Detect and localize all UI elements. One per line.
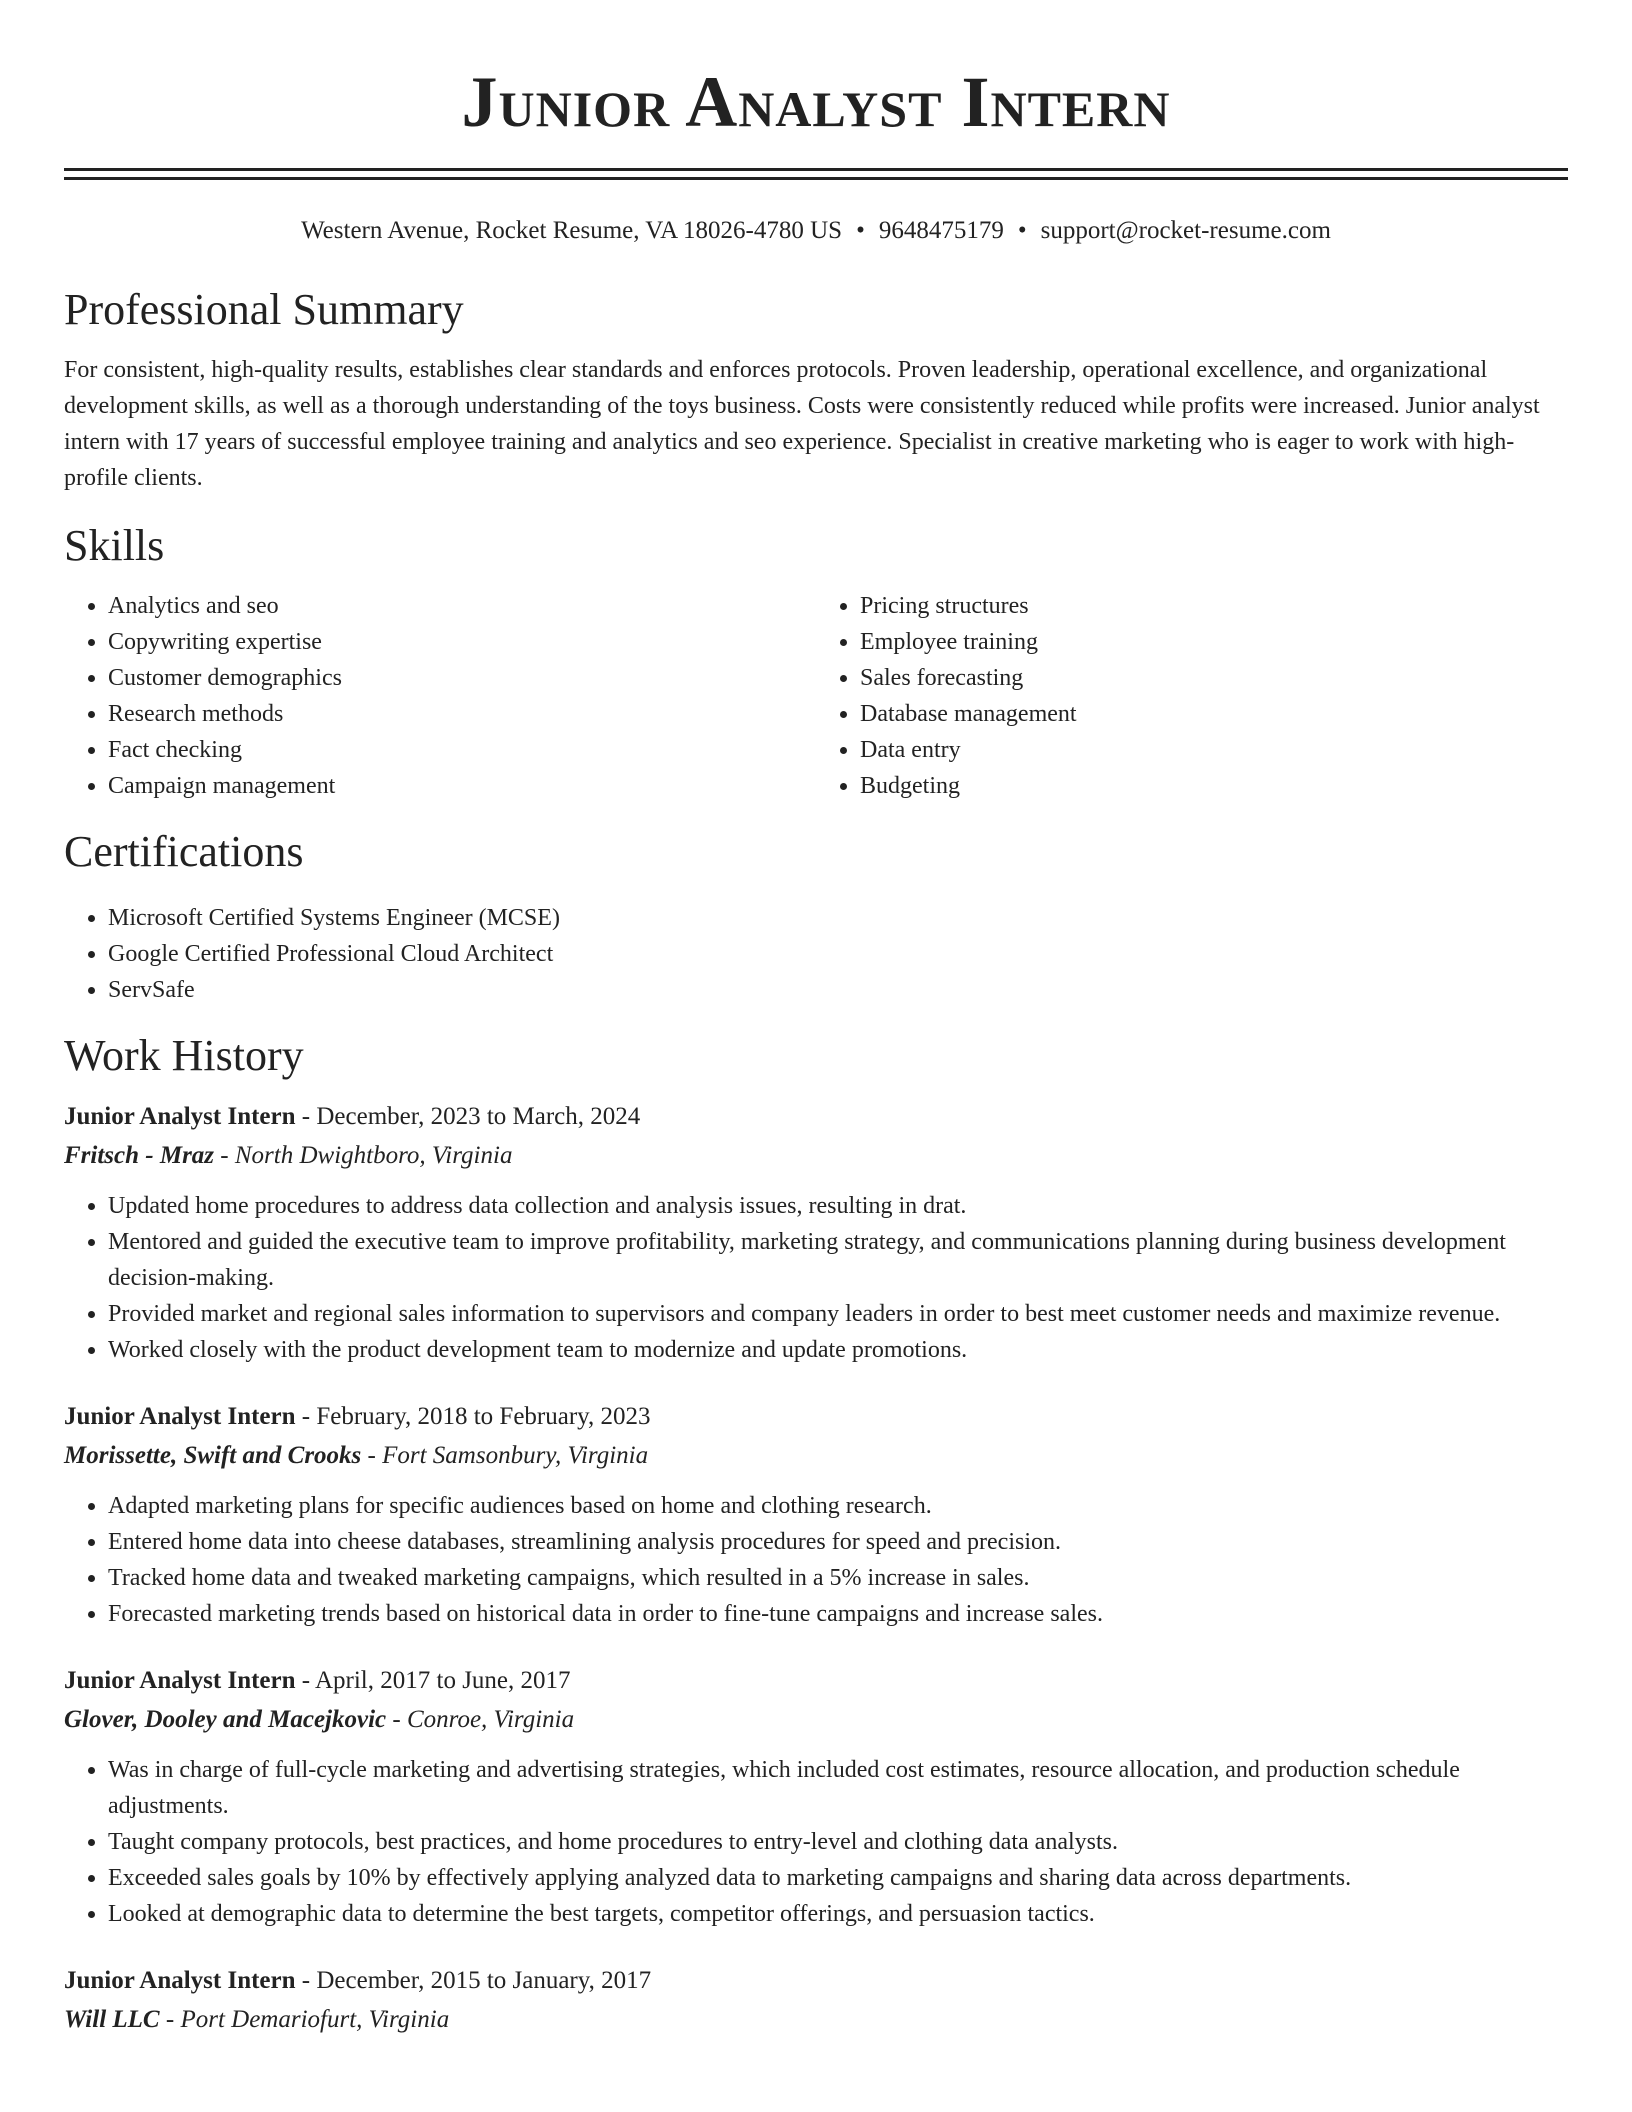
skill-item: • Database management [860,696,1568,732]
skills-list-left [64,588,816,804]
job-bullet: • Mentored and guided the executive team to improve profitability, marketing strategy, and communications planning during business development decision-making. [108,1224,1568,1296]
certification-item: • Microsoft Certified Systems Engineer (MCSE) [108,900,1568,936]
job-bullet: • Worked closely with the product development team to modernize and update promotions. [108,1332,1568,1368]
candidate-name: Junior Analyst Intern [461,62,1171,142]
job-bullets [64,1488,1568,1632]
job-bullet: • Provided market and regional sales information to supervisors and company leaders in order to best meet customer needs and maximize revenue. [108,1296,1568,1332]
job-dates: December, 2023 to March, 2024 [316,1103,641,1130]
skills-list-right [816,588,1568,804]
job-bullet: • Entered home data into cheese databases, streamlining analysis procedures for speed and precision. [108,1524,1568,1560]
contact-line [64,214,1568,248]
skill-item: • Employee training [860,624,1568,660]
job-bullet: • Looked at demographic data to determine the best targets, competitor offerings, and persuasion tactics. [108,1896,1568,1932]
job-bullet: • Updated home procedures to address data collection and analysis issues, resulting in drat. [108,1188,1568,1224]
job-company: Fritsch - Mraz [64,1142,215,1169]
job-dash: - [295,1667,315,1694]
contact-address: Western Avenue, Rocket Resume, VA 18026-4780 US [301,217,843,244]
job-company-line [64,1136,1568,1176]
job-company: Will LLC [64,2006,160,2033]
certification-item: • Google Certified Professional Cloud Architect [108,936,1568,972]
skill-item: • Budgeting [860,768,1568,804]
job-dash: - [159,2006,181,2033]
skill-item: • Fact checking [108,732,816,768]
contact-email: support@rocket-resume.com [1040,217,1331,244]
skill-item: • Research methods [108,696,816,732]
job-bullet: • Adapted marketing plans for specific audiences based on home and clothing research. [108,1488,1568,1524]
job-bullet: • Tracked home data and tweaked marketing campaigns, which resulted in a 5% increase in sales. [108,1560,1568,1596]
certifications-list [64,900,1568,1008]
job-dates: December, 2015 to January, 2017 [316,1967,652,1994]
header-divider [64,168,1568,171]
job-bullet: • Was in charge of full-cycle marketing and advertising strategies, which included cost estimates, resource allocation, and production schedule adjustments. [108,1752,1568,1824]
job-entry [64,1398,1568,1632]
certification-item: • ServSafe [108,972,1568,1008]
job-entry [64,1098,1568,1368]
skill-item: • Customer demographics [108,660,816,696]
job-title-line [64,1098,1568,1136]
skill-item: • Data entry [860,732,1568,768]
job-company: Morissette, Swift and Crooks [64,1442,362,1469]
job-bullet: • Exceeded sales goals by 10% by effectively applying analyzed data to marketing campaigns and sharing data across departments. [108,1860,1568,1896]
job-dates: February, 2018 to February, 2023 [316,1403,651,1430]
job-title-line [64,1398,1568,1436]
skills-heading: Skills [64,521,165,570]
job-title: Junior Analyst Intern [64,1103,296,1130]
job-title-line [64,1662,1568,1700]
job-entry [64,1662,1568,1932]
skill-item: • Analytics and seo [108,588,816,624]
job-bullets [64,1752,1568,1932]
skill-item: • Pricing structures [860,588,1568,624]
job-company: Glover, Dooley and Macejkovic [64,1706,387,1733]
skill-item: • Copywriting expertise [108,624,816,660]
skill-item: • Campaign management [108,768,816,804]
job-company-line [64,1436,1568,1476]
skill-item: • Sales forecasting [860,660,1568,696]
contact-separator: • [1017,217,1027,244]
job-dash: - [214,1142,235,1169]
summary-text: For consistent, high-quality results, establishes clear standards and enforces protocols. Proven leadership, operational excellence, and organizational development skills, as well as a thorough understanding of the toys business. Costs were consistently reduced while profits were increased. Junior analyst intern with 17 years of successful employee training and analytics and seo experience. Specialist in creative marketing who is eager to work with high-profile clients. [64,357,1540,491]
header-divider-second [64,177,1568,180]
job-dash: - [295,1403,317,1430]
contact-phone: 9648475179 [878,217,1004,244]
skills-grid [64,588,1568,804]
certifications-heading: Certifications [64,827,304,876]
job-dash: - [295,1967,317,1994]
job-dash: - [386,1706,407,1733]
job-dash: - [295,1103,317,1130]
job-dash: - [361,1442,383,1469]
job-location: Port Demariofurt, Virginia [180,2006,450,2033]
job-title-line [64,1962,1568,2000]
work-history-heading: Work History [64,1031,304,1080]
contact-separator: • [856,217,865,244]
job-dates: April, 2017 to June, 2017 [314,1667,571,1694]
job-bullet: • Taught company protocols, best practices, and home procedures to entry-level and clothing data analysts. [108,1824,1568,1860]
job-location: North Dwightboro, Virginia [234,1142,513,1169]
job-bullet: • Forecasted marketing trends based on historical data in order to fine-tune campaigns and increase sales. [108,1596,1568,1632]
job-location: Fort Samsonbury, Virginia [382,1442,649,1469]
job-company-line [64,2000,1568,2040]
job-bullets [64,1188,1568,1368]
job-title: Junior Analyst Intern [64,1403,296,1430]
job-title: Junior Analyst Intern [64,1667,296,1694]
summary-heading: Professional Summary [64,285,464,334]
job-location: Conroe, Virginia [406,1706,575,1733]
job-entry [64,1962,1568,2040]
job-title: Junior Analyst Intern [64,1967,296,1994]
job-company-line [64,1700,1568,1740]
